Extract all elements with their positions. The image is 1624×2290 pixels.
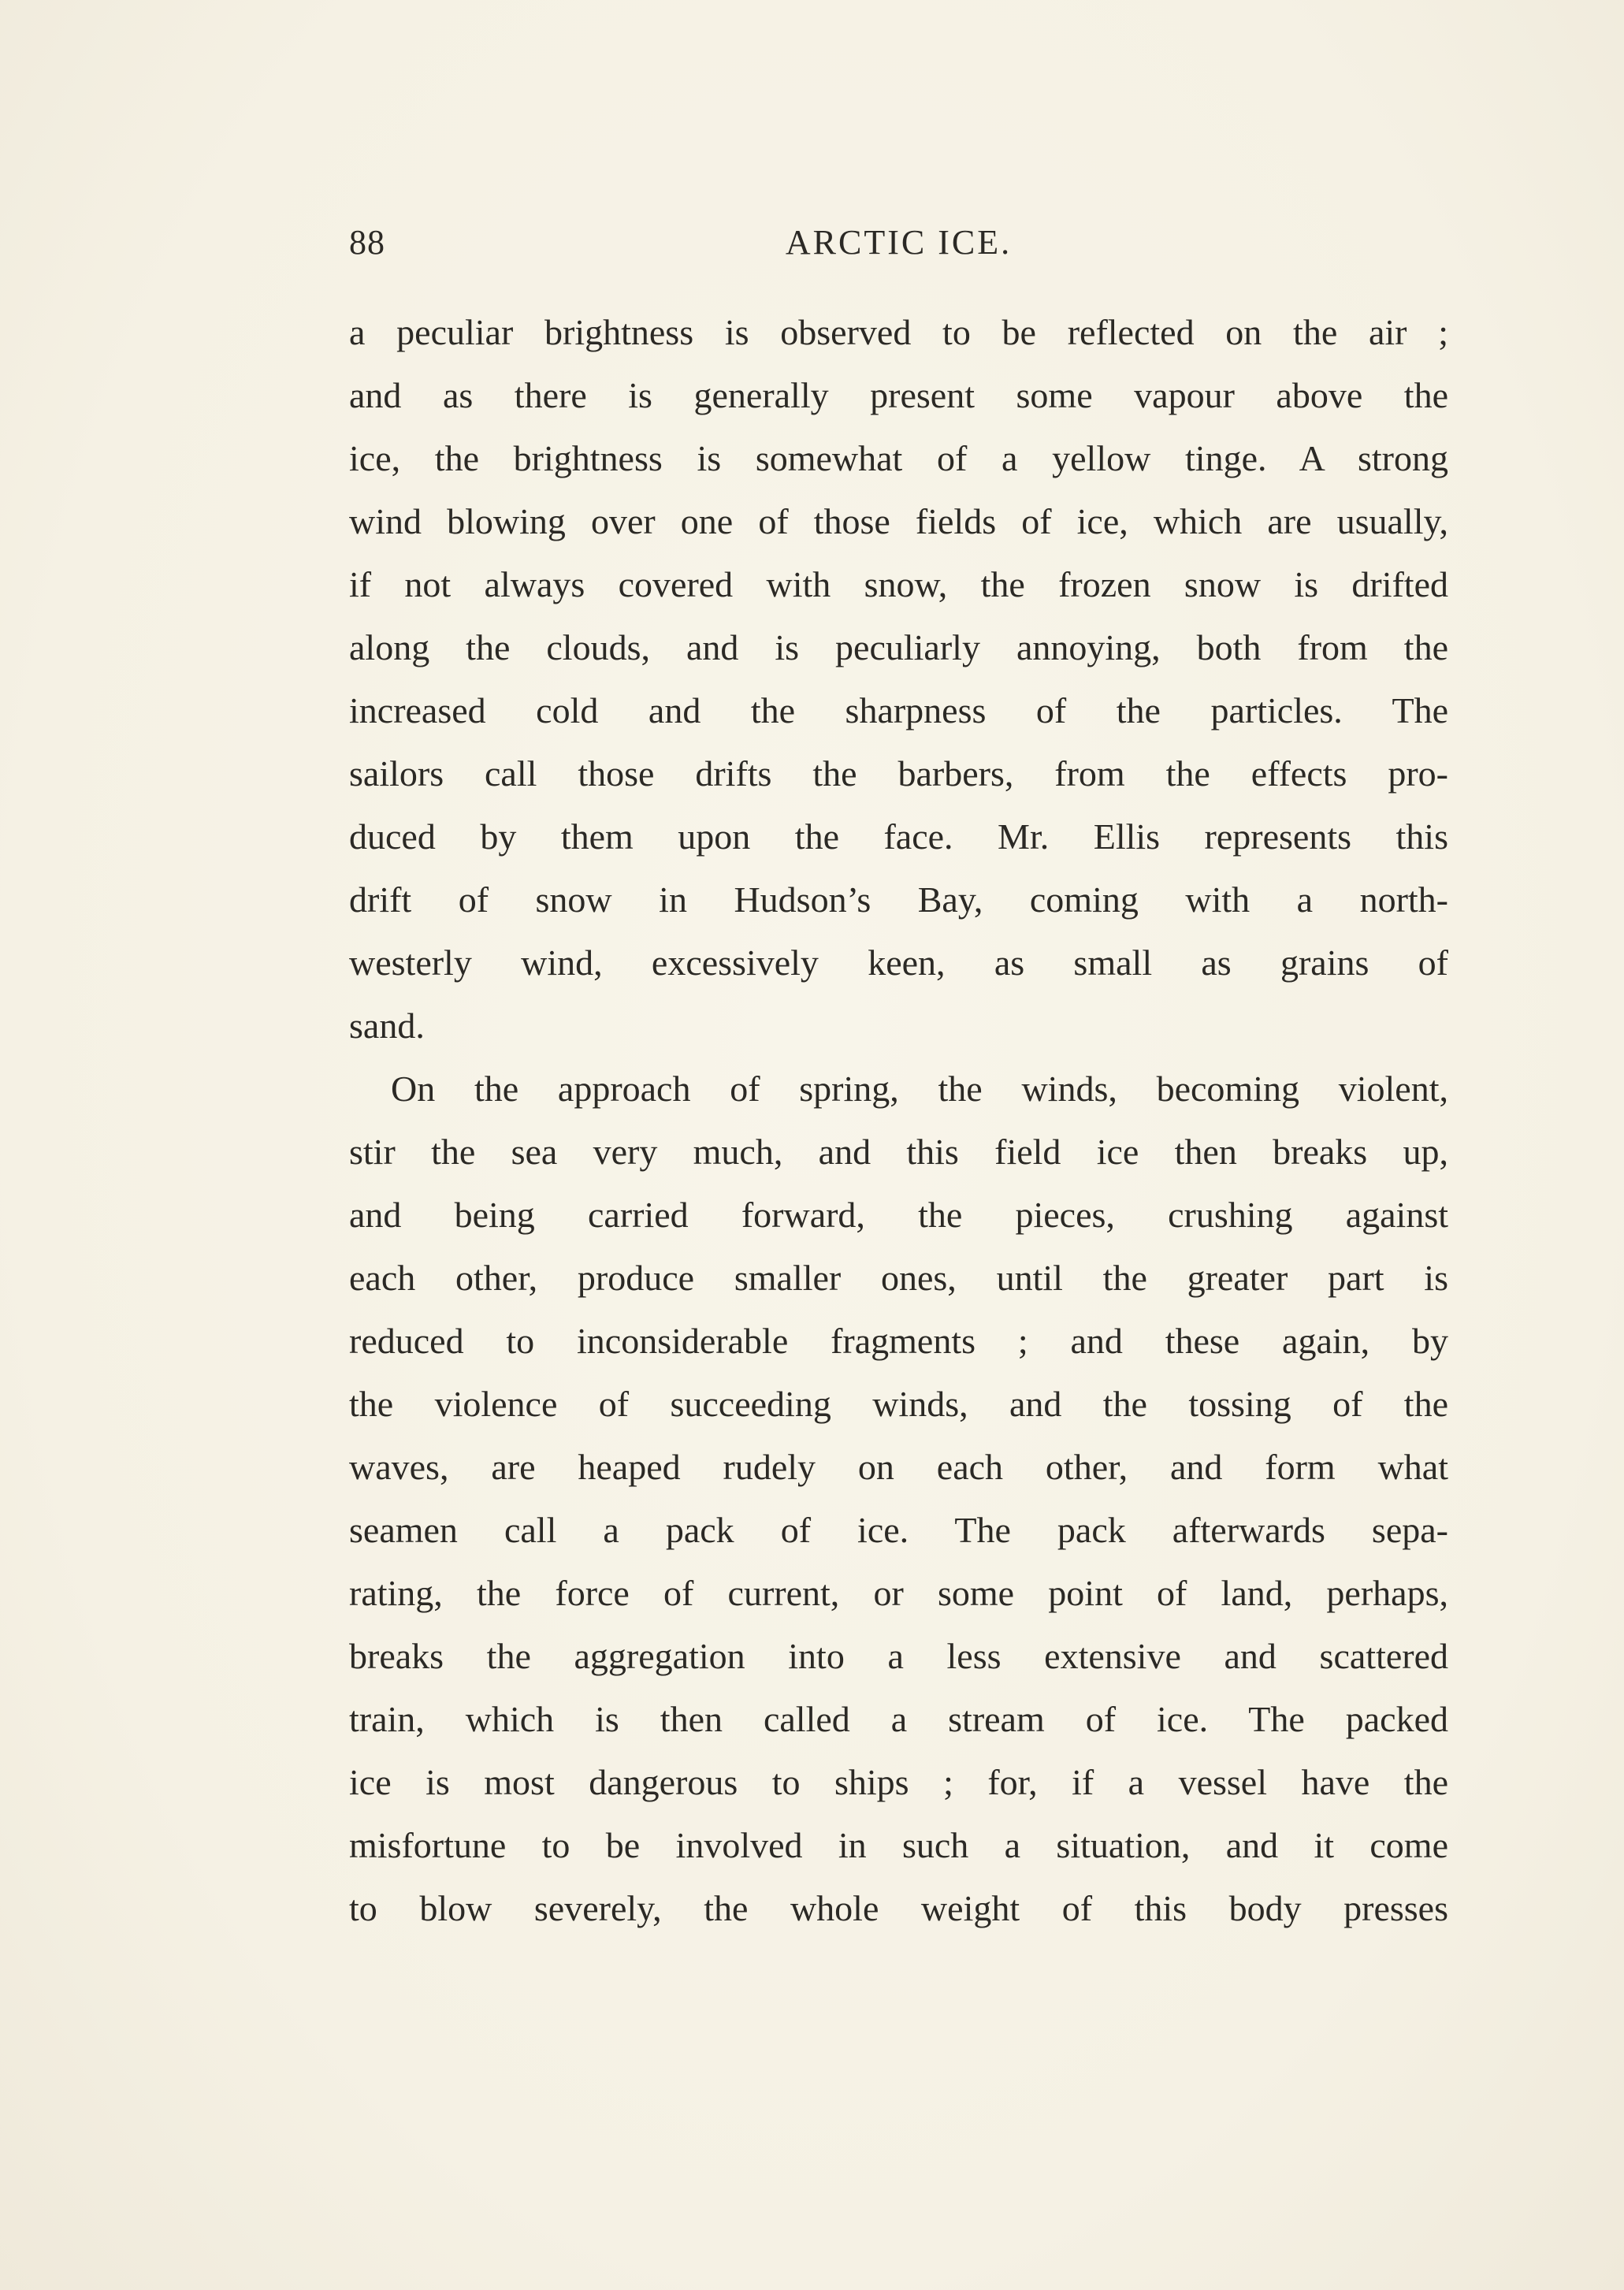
text-line: seamen call a pack of ice. The pack afterwards sepa-	[349, 1510, 1448, 1550]
text-line: increased cold and the sharpness of the particles. The	[349, 690, 1448, 730]
text-line: westerly wind, excessively keen, as small as grains of	[349, 942, 1448, 983]
body-text	[349, 301, 1448, 1940]
text-line: breaks the aggregation into a less extensive and scattered	[349, 1636, 1448, 1676]
text-line: ice is most dangerous to ships ; for, if a vessel have the	[349, 1762, 1448, 1802]
running-head	[349, 222, 1448, 270]
text-line: and as there is generally present some vapour above the	[349, 375, 1448, 415]
text-line: rating, the force of current, or some point of land, perhaps,	[349, 1573, 1448, 1613]
text-line: the violence of succeeding winds, and the tossing of the	[349, 1384, 1448, 1424]
text-line: sailors call those drifts the barbers, from the effects pro-	[349, 753, 1448, 794]
text-line: a peculiar brightness is observed to be reflected on the air ;	[349, 312, 1448, 352]
text-line: stir the sea very much, and this field ice then breaks up,	[349, 1132, 1448, 1172]
text-line: ice, the brightness is somewhat of a yellow tinge. A strong	[349, 438, 1448, 478]
text-line: reduced to inconsiderable fragments ; and these again, by	[349, 1321, 1448, 1361]
text-line: drift of snow in Hudson’s Bay, coming with a north-	[349, 879, 1448, 920]
page-number: 88	[349, 223, 385, 262]
text-line: and being carried forward, the pieces, crushing against	[349, 1195, 1448, 1235]
paragraph-start-line: On the approach of spring, the winds, becoming violent,	[391, 1069, 1448, 1109]
running-title: ARCTIC ICE.	[785, 223, 1013, 262]
text-line: if not always covered with snow, the frozen snow is drifted	[349, 564, 1448, 604]
text-line: each other, produce smaller ones, until the greater part is	[349, 1258, 1448, 1298]
text-line: misfortune to be involved in such a situation, and it come	[349, 1825, 1448, 1865]
paragraph-end-line: sand.	[349, 1006, 425, 1046]
text-line: train, which is then called a stream of ice. The packed	[349, 1699, 1448, 1739]
text-line: wind blowing over one of those fields of ice, which are usually,	[349, 501, 1448, 541]
text-line: duced by them upon the face. Mr. Ellis represents this	[349, 816, 1448, 857]
text-line: along the clouds, and is peculiarly annoying, both from the	[349, 627, 1448, 667]
text-line: to blow severely, the whole weight of this body presses	[349, 1888, 1448, 1928]
text-line: waves, are heaped rudely on each other, and form what	[349, 1447, 1448, 1487]
